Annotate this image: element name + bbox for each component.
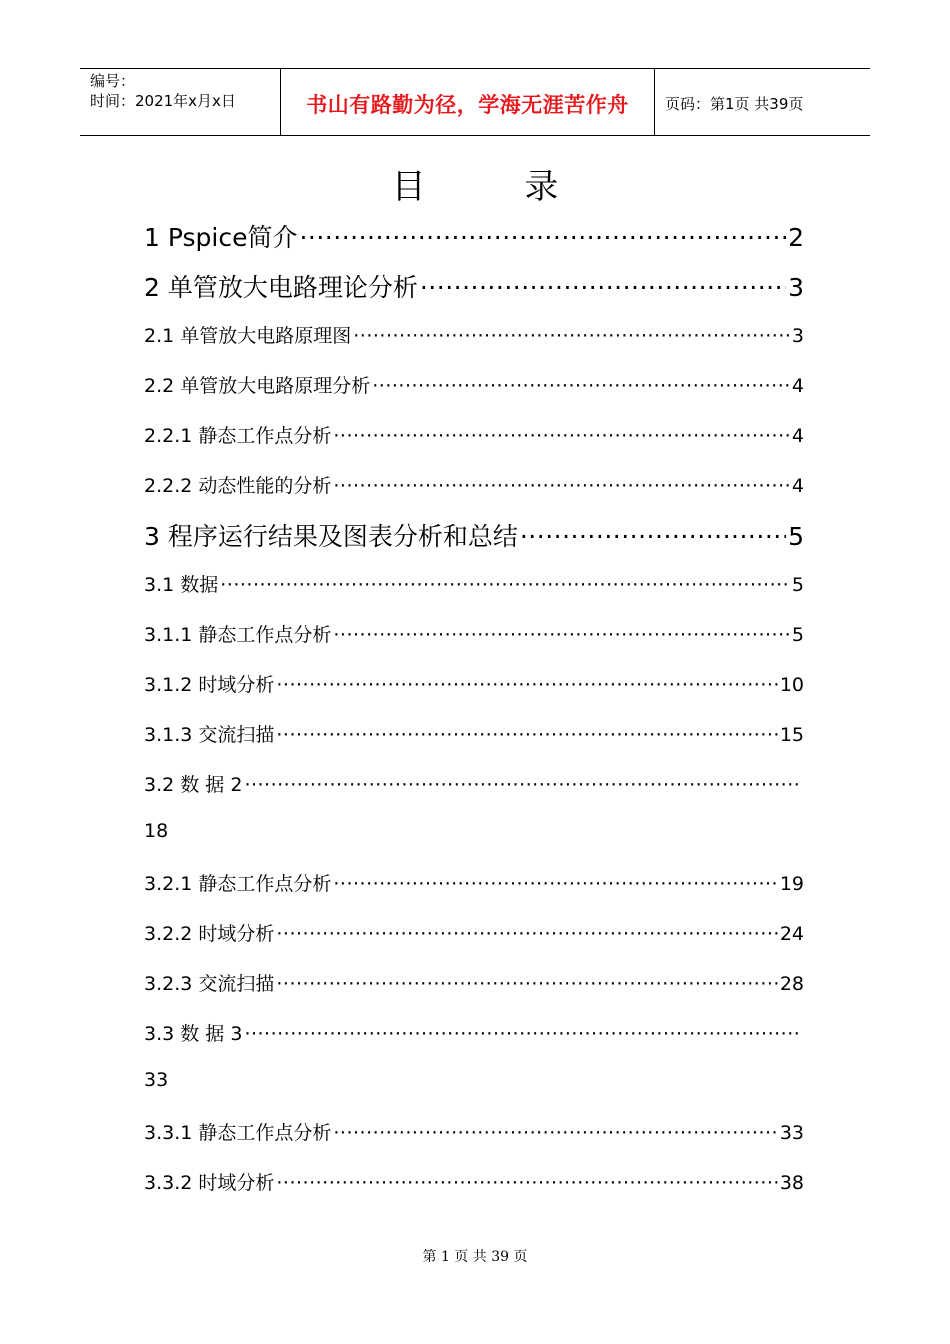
toc-entry-page: 5 xyxy=(791,574,804,596)
leader-dots xyxy=(333,425,790,447)
toc-entry-page: 2 xyxy=(788,223,804,252)
toc-entry-page: 28 xyxy=(779,973,804,995)
toc-entry[interactable] xyxy=(144,1019,804,1046)
toc-entry-page: 4 xyxy=(791,425,804,447)
toc-entry-label: 3.3 数 据 3 xyxy=(144,1023,243,1045)
toc-entry-label: 3.3.2 时域分析 xyxy=(144,1172,275,1194)
toc-entry-page: 38 xyxy=(779,1172,804,1194)
toc-entry-label: 3.1.3 交流扫描 xyxy=(144,724,275,746)
toc-title: 目 录 xyxy=(391,167,603,207)
toc-entry[interactable] xyxy=(144,471,804,498)
toc-entry-label: 3.2.1 静态工作点分析 xyxy=(144,873,332,895)
leader-dots xyxy=(333,1122,777,1144)
toc-entry-label: 3.1 数据 xyxy=(144,574,219,596)
toc-entry[interactable] xyxy=(144,1168,804,1195)
leader-dots xyxy=(244,774,802,796)
toc-entry[interactable] xyxy=(144,620,804,647)
leader-dots xyxy=(353,325,790,347)
toc-entry-label: 1 Pspice简介 xyxy=(144,223,298,252)
toc-entry[interactable] xyxy=(144,268,804,304)
leader-dots xyxy=(276,674,777,696)
toc-entry-label: 2.2.2 动态性能的分析 xyxy=(144,475,332,497)
leader-dots xyxy=(520,522,786,551)
toc-entry[interactable] xyxy=(144,770,804,797)
leader-dots xyxy=(244,1023,802,1045)
toc-entry[interactable] xyxy=(144,720,804,747)
toc-entry-label: 3.1.2 时域分析 xyxy=(144,674,275,696)
toc-entry-page: 5 xyxy=(791,624,804,646)
toc-entry[interactable] xyxy=(144,670,804,697)
header-motto: 书山有路勤为径，学海无涯苦作舟 xyxy=(281,69,655,135)
toc-entry[interactable] xyxy=(144,969,804,996)
leader-dots xyxy=(333,624,790,646)
toc-entry-label: 3.2.3 交流扫描 xyxy=(144,973,275,995)
toc-entry[interactable] xyxy=(144,421,804,448)
leader-dots xyxy=(299,223,786,252)
leader-dots xyxy=(333,873,777,895)
toc-entry-page: 33 xyxy=(144,1069,169,1091)
leader-dots xyxy=(420,273,786,302)
header-meta xyxy=(80,69,281,135)
toc-entry-page: 4 xyxy=(791,375,804,397)
toc-entry-page: 4 xyxy=(791,475,804,497)
toc-entry-label: 2.2.1 静态工作点分析 xyxy=(144,425,332,447)
leader-dots xyxy=(333,475,790,497)
leader-dots xyxy=(220,574,790,596)
toc-entry-label: 3.3.1 静态工作点分析 xyxy=(144,1122,332,1144)
number-label: 编号： xyxy=(90,72,136,90)
toc-entry-label: 3.2 数 据 2 xyxy=(144,774,243,796)
toc-entry-label: 3 程序运行结果及图表分析和总结 xyxy=(144,522,518,551)
toc-entry-page: 3 xyxy=(791,325,804,347)
time-label: 时间：2021年x月x日 xyxy=(90,92,236,110)
toc-entry-label: 3.2.2 时域分析 xyxy=(144,923,275,945)
toc-entry-page: 5 xyxy=(788,522,804,551)
toc-entry-page: 24 xyxy=(779,923,804,945)
leader-dots xyxy=(276,923,777,945)
toc-entry-page: 33 xyxy=(779,1122,804,1144)
toc-entry[interactable] xyxy=(144,517,804,553)
toc-entry[interactable] xyxy=(144,1118,804,1145)
toc-entry-page: 19 xyxy=(779,873,804,895)
toc-entry[interactable] xyxy=(144,218,804,254)
toc-entry[interactable] xyxy=(144,919,804,946)
page-footer: 第 1 页 共 39 页 xyxy=(422,1249,528,1265)
toc-entry[interactable] xyxy=(144,869,804,896)
toc-entry-label: 3.1.1 静态工作点分析 xyxy=(144,624,332,646)
leader-dots xyxy=(276,973,777,995)
toc-entry-label: 2.2 单管放大电路原理分析 xyxy=(144,375,371,397)
toc-entry-label: 2.1 单管放大电路原理图 xyxy=(144,325,352,347)
leader-dots xyxy=(372,375,790,397)
header-page-info: 页码：第1页 共39页 xyxy=(665,94,804,113)
toc-entry-page: 15 xyxy=(779,724,804,746)
leader-dots xyxy=(276,1172,777,1194)
leader-dots xyxy=(276,724,777,746)
toc-entry-label: 2 单管放大电路理论分析 xyxy=(144,273,418,302)
toc-entry[interactable] xyxy=(144,570,804,597)
toc-entry-page: 3 xyxy=(788,273,804,302)
document-header xyxy=(80,68,870,136)
toc-entry[interactable] xyxy=(144,371,804,398)
toc-entry-page: 18 xyxy=(144,820,169,842)
toc-entry[interactable] xyxy=(144,321,804,348)
toc-entry-page: 10 xyxy=(779,674,804,696)
